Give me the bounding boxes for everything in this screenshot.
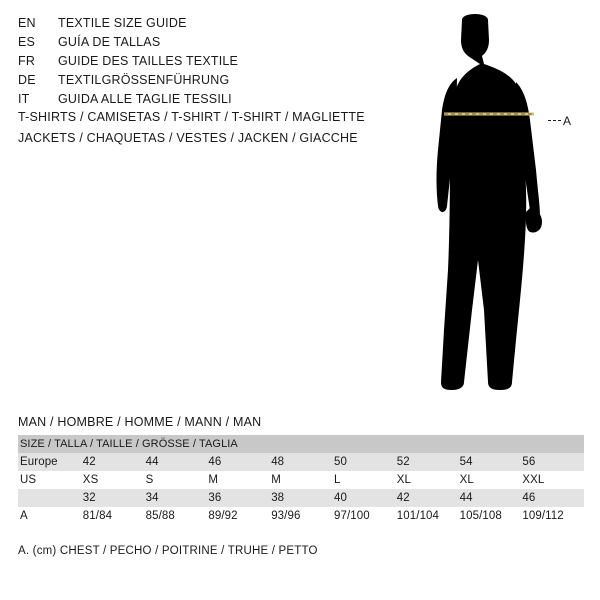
man-silhouette-icon <box>400 10 600 410</box>
cell: 44 <box>144 453 207 471</box>
table-row <box>18 507 584 525</box>
row-label: US <box>18 471 81 489</box>
cell: 97/100 <box>332 507 395 525</box>
table-title: MAN / HOMBRE / HOMME / MANN / MAN <box>18 415 262 429</box>
table-row <box>18 471 584 489</box>
cell: M <box>269 471 332 489</box>
cell: 36 <box>206 489 269 507</box>
language-row <box>18 73 378 92</box>
category-tshirts: T-SHIRTS / CAMISETAS / T-SHIRT / T-SHIRT / MAGLIETTE <box>18 110 365 124</box>
language-text: GUÍA DE TALLAS <box>58 35 161 49</box>
row-label: Europe <box>18 453 81 471</box>
cell: 32 <box>81 489 144 507</box>
cell: 89/92 <box>206 507 269 525</box>
table-row <box>18 435 584 453</box>
cell: 81/84 <box>81 507 144 525</box>
cell: 56 <box>520 453 584 471</box>
table-header-label: SIZE / TALLA / TAILLE / GRÖSSE / TAGLIA <box>18 435 584 453</box>
cell: 44 <box>458 489 521 507</box>
cell: S <box>144 471 207 489</box>
row-label: A <box>18 507 81 525</box>
language-text: GUIDA ALLE TAGLIE TESSILI <box>58 92 232 106</box>
cell: 54 <box>458 453 521 471</box>
measure-dash-line <box>548 120 561 122</box>
cell: M <box>206 471 269 489</box>
cell: 52 <box>395 453 458 471</box>
cell: 40 <box>332 489 395 507</box>
table-row <box>18 489 584 507</box>
language-list <box>18 16 378 111</box>
cell: 48 <box>269 453 332 471</box>
language-row <box>18 16 378 35</box>
cell: 50 <box>332 453 395 471</box>
cell: XXL <box>520 471 584 489</box>
cell: 105/108 <box>458 507 521 525</box>
cell: 42 <box>81 453 144 471</box>
language-text: TEXTILE SIZE GUIDE <box>58 16 187 30</box>
language-code: DE <box>18 73 36 87</box>
language-row <box>18 54 378 73</box>
cell: 109/112 <box>520 507 584 525</box>
cell: 85/88 <box>144 507 207 525</box>
language-text: TEXTILGRÖSSENFÜHRUNG <box>58 73 230 87</box>
cell: 46 <box>206 453 269 471</box>
cell: 101/104 <box>395 507 458 525</box>
language-code: EN <box>18 16 36 30</box>
cell: XS <box>81 471 144 489</box>
size-table <box>18 435 584 525</box>
language-row <box>18 35 378 54</box>
cell: 34 <box>144 489 207 507</box>
cell: L <box>332 471 395 489</box>
cell: 93/96 <box>269 507 332 525</box>
figure-illustration <box>400 10 600 410</box>
row-label <box>18 489 81 507</box>
measure-marker-label: A <box>563 114 572 128</box>
cell: XL <box>458 471 521 489</box>
category-jackets: JACKETS / CHAQUETAS / VESTES / JACKEN / GIACCHE <box>18 131 358 145</box>
cell: 42 <box>395 489 458 507</box>
language-code: ES <box>18 35 36 49</box>
cell: 38 <box>269 489 332 507</box>
language-code: FR <box>18 54 36 68</box>
cell: XL <box>395 471 458 489</box>
cell: 46 <box>520 489 584 507</box>
table-row <box>18 453 584 471</box>
language-text: GUIDE DES TAILLES TEXTILE <box>58 54 239 68</box>
size-table-area <box>18 415 584 525</box>
language-code: IT <box>18 92 30 106</box>
language-row <box>18 92 378 111</box>
footnote: A. (cm) CHEST / PECHO / POITRINE / TRUHE / PETTO <box>18 545 318 557</box>
category-list <box>18 110 398 152</box>
